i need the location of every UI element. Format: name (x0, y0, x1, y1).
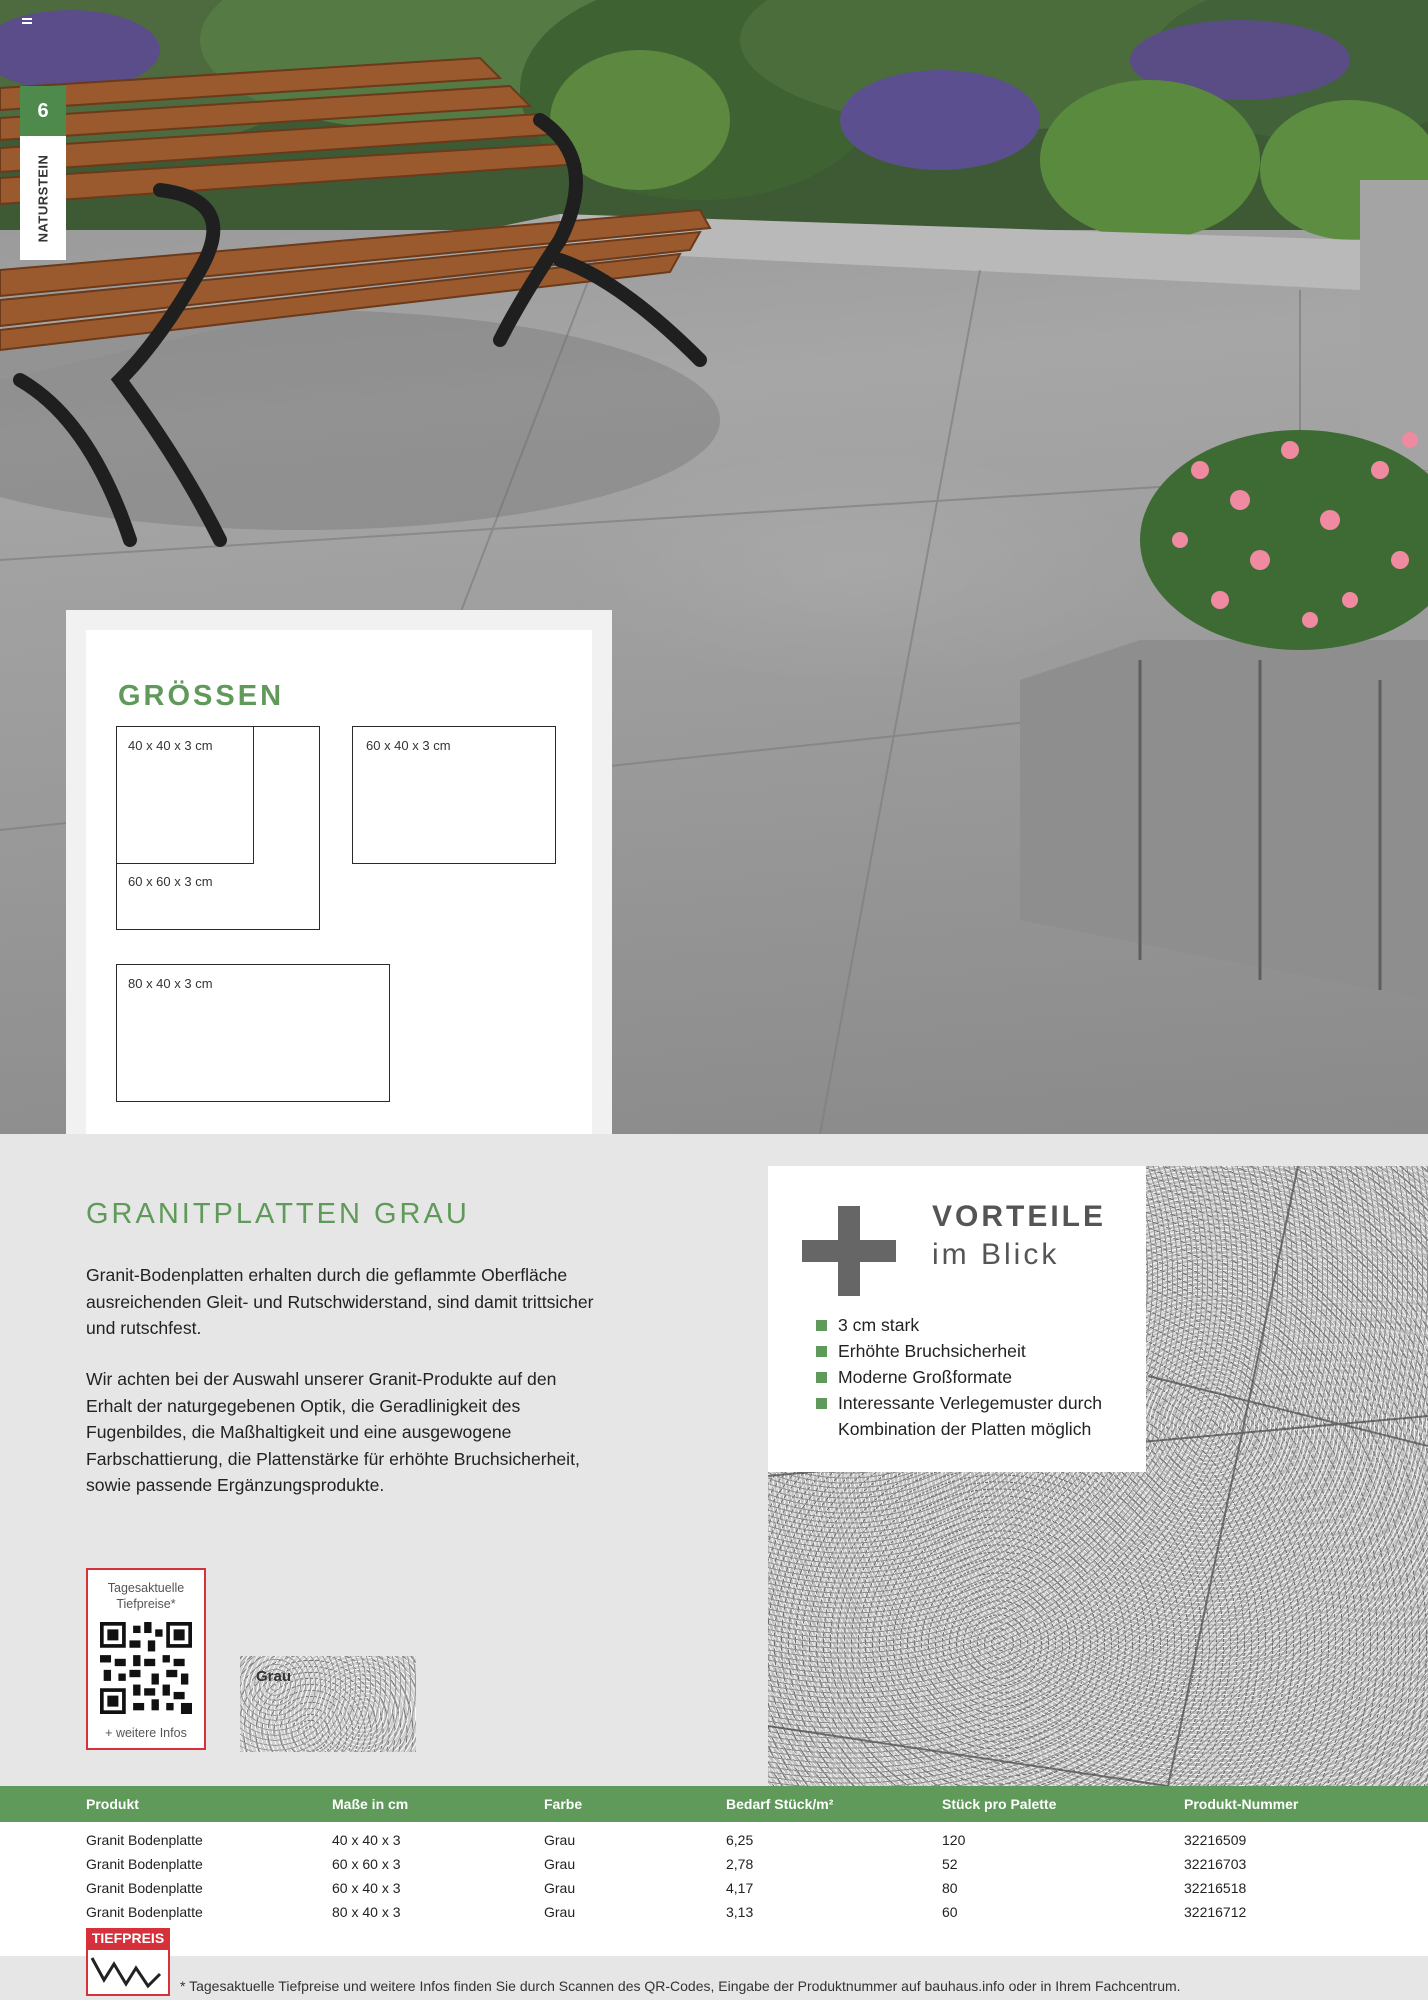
advantage-item: 3 cm stark (816, 1312, 1128, 1338)
cell-bedarf: 2,78 (726, 1856, 754, 1872)
cell-masse: 60 x 40 x 3 (332, 1880, 401, 1896)
down-arrow-chart-icon (88, 1950, 168, 1994)
column-header-produkt-nummer: Produkt-Nummer (1184, 1796, 1299, 1812)
column-header-bedarf: Bedarf Stück/m² (726, 1796, 834, 1812)
table-row (0, 1880, 1428, 1904)
cell-masse: 80 x 40 x 3 (332, 1904, 401, 1920)
column-header-masse: Maße in cm (332, 1796, 409, 1812)
advantages-list (816, 1312, 1128, 1442)
cell-masse: 40 x 40 x 3 (332, 1832, 401, 1848)
cell-farbe: Grau (544, 1880, 576, 1896)
cell-produkt: Granit Bodenplatte (86, 1904, 203, 1920)
menu-icon[interactable] (22, 18, 32, 26)
product-description-1: Granit-Bodenplatten erhalten durch die geflammte Oberfläche ausreichenden Gleit- und Rutschwiderstand, sind damit trittsicher und rutschfest. (86, 1265, 594, 1338)
product-title: GRANITPLATTEN GRAU (86, 1198, 470, 1230)
cell-produkt-nummer: 32216703 (1184, 1856, 1247, 1872)
section-label (20, 136, 66, 260)
advantage-item: Moderne Großformate (816, 1364, 1128, 1390)
cell-palette: 60 (942, 1904, 958, 1920)
advantage-item: Interessante Verlegemuster durch Kombination der Platten möglich (816, 1390, 1128, 1442)
advantage-item: Erhöhte Bruchsicherheit (816, 1338, 1128, 1364)
page-number: 6 (20, 86, 66, 136)
footnote: * Tagesaktuelle Tiefpreise und weitere Infos finden Sie durch Scannen des QR-Codes, Eingabe der Produktnummer auf bauhaus.info oder in Ihrem Fachcentrum. (180, 1978, 1181, 1994)
column-header-produkt: Produkt (86, 1796, 139, 1812)
cell-bedarf: 6,25 (726, 1832, 754, 1848)
table-header (0, 1786, 1428, 1822)
cell-produkt-nummer: 32216509 (1184, 1832, 1247, 1848)
advantages-subtitle: im Blick (932, 1238, 1060, 1271)
tiefpreis-badge (86, 1928, 170, 1996)
column-header-farbe: Farbe (544, 1796, 583, 1812)
plus-icon (802, 1206, 896, 1296)
cell-produkt: Granit Bodenplatte (86, 1856, 203, 1872)
table-row (0, 1904, 1428, 1928)
sizes-panel-inner (86, 630, 592, 1134)
cell-produkt: Granit Bodenplatte (86, 1832, 203, 1848)
page-tab (20, 86, 66, 260)
cell-bedarf: 4,17 (726, 1880, 754, 1896)
cell-bedarf: 3,13 (726, 1904, 754, 1920)
color-swatch-grau (240, 1656, 416, 1752)
sizes-title: GRÖSSEN (118, 680, 285, 712)
table-row (0, 1832, 1428, 1856)
cell-palette: 120 (942, 1832, 966, 1848)
qr-code-box[interactable] (86, 1568, 206, 1750)
advantages-box (768, 1166, 1146, 1472)
qr-bottom-text: + weitere Infos (105, 1726, 187, 1740)
table-row (0, 1856, 1428, 1880)
size-label-60x40: 60 x 40 x 3 cm (366, 738, 451, 753)
cell-produkt-nummer: 32216712 (1184, 1904, 1247, 1920)
cell-palette: 80 (942, 1880, 958, 1896)
product-table (0, 1822, 1428, 1956)
cell-farbe: Grau (544, 1856, 576, 1872)
qr-code-icon[interactable] (100, 1622, 192, 1714)
section-label-text: NATURSTEIN (35, 154, 51, 242)
size-label-60x60: 60 x 60 x 3 cm (128, 874, 213, 889)
column-header-palette: Stück pro Palette (942, 1796, 1057, 1812)
cell-produkt-nummer: 32216518 (1184, 1880, 1247, 1896)
cell-farbe: Grau (544, 1832, 576, 1848)
sizes-panel (66, 610, 612, 1134)
cell-produkt: Granit Bodenplatte (86, 1880, 203, 1896)
cell-farbe: Grau (544, 1904, 576, 1920)
swatch-label: Grau (256, 1668, 292, 1685)
size-label-80x40: 80 x 40 x 3 cm (128, 976, 213, 991)
cell-palette: 52 (942, 1856, 958, 1872)
advantages-title: VORTEILE (932, 1200, 1107, 1233)
tiefpreis-chart-icon (86, 1948, 170, 1996)
qr-top-text: Tagesaktuelle Tiefpreise* (107, 1581, 185, 1611)
cell-masse: 60 x 60 x 3 (332, 1856, 401, 1872)
size-label-40x40: 40 x 40 x 3 cm (128, 738, 213, 753)
product-description-2: Wir achten bei der Auswahl unserer Granit-Produkte auf den Erhalt der naturgegebenen Optik, die Geradlinigkeit des Fugenbildes, die Maßhaltigkeit und eine ausgewogene Farbschattierung, die Plattenstärke für erhöhte Bruchsicherheit, sowie passende Ergänzungsprodukte. (86, 1369, 580, 1495)
tiefpreis-label: TIEFPREIS (86, 1928, 170, 1948)
